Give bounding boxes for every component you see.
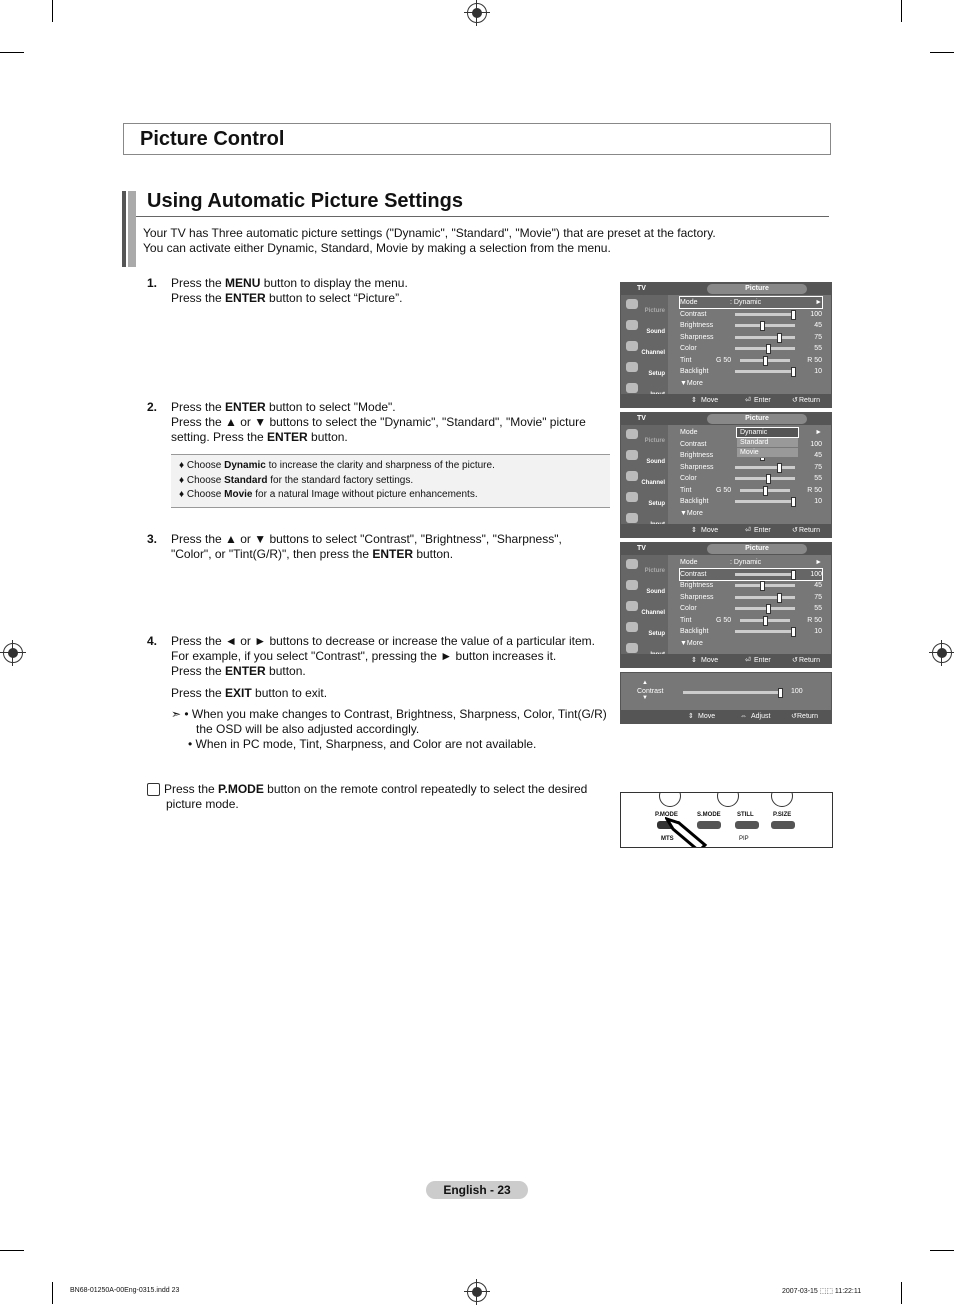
move-icon: ⇕ xyxy=(691,527,697,534)
osd-row-label: Tint xyxy=(680,486,692,494)
osd-row-value: 10 xyxy=(814,368,822,375)
osd-row xyxy=(680,297,822,308)
osd-row-label: Color xyxy=(680,475,697,482)
osd-row-value: R 50 xyxy=(807,616,822,624)
osd-row-value: 10 xyxy=(814,628,822,635)
registration-mark-icon xyxy=(467,3,487,23)
mode-notes-box xyxy=(171,454,610,508)
psize-remote-button xyxy=(771,821,795,829)
osd-row-value: ► xyxy=(815,559,822,566)
intro-line: You can activate either Dynamic, Standard, Movie by making a selection from the menu. xyxy=(143,241,611,255)
up-arrow-icon: ▲ xyxy=(642,680,648,686)
input-icon xyxy=(626,513,638,523)
move-icon: ⇕ xyxy=(691,397,697,404)
osd-sidebar xyxy=(621,295,668,395)
slider-knob xyxy=(763,486,768,496)
osd-row-mid: : Dynamic xyxy=(730,559,762,566)
osd-title: Picture xyxy=(707,414,807,424)
osd-row xyxy=(680,569,822,580)
osd-row-mid: G 50 xyxy=(716,486,732,494)
step-number: 1. xyxy=(147,276,158,290)
picture-menu-osd xyxy=(620,542,832,668)
osd-row-value: 100 xyxy=(810,440,822,448)
subtitle-bar-light xyxy=(128,191,136,267)
osd-row xyxy=(680,626,822,637)
osd-slider xyxy=(735,370,795,373)
osd-row xyxy=(680,615,822,626)
osd-row xyxy=(680,638,822,649)
osd-slider xyxy=(735,500,795,503)
slider-knob xyxy=(763,616,768,626)
osd-row xyxy=(680,592,822,603)
osd-slider xyxy=(735,466,795,469)
osd-row xyxy=(680,332,822,343)
picture-icon xyxy=(626,299,638,309)
osd-side-label: Picture xyxy=(644,308,665,314)
move-label: Move xyxy=(701,527,719,534)
osd-side-label: Sound xyxy=(646,459,665,465)
osd-side-label: Channel xyxy=(641,480,665,486)
step-2-text: Press the ENTER button to select "Mode". Press the ▲ or ▼ buttons to select the "Dynamic", "Standard", "Movie" picture setting. Press the ENTER button. xyxy=(171,400,586,444)
osd-row-label: Sharpness xyxy=(680,463,714,471)
slider-knob xyxy=(777,463,782,473)
osd-row-label: Backlight xyxy=(680,498,709,505)
slider-knob xyxy=(760,581,765,591)
osd-row xyxy=(680,309,822,320)
osd-row-value: 55 xyxy=(814,345,822,352)
osd-row-label: Contrast xyxy=(680,570,707,578)
osd-row-value: ► xyxy=(815,429,822,436)
osd-tv-label: TV xyxy=(637,415,646,422)
osd-row-value: 10 xyxy=(814,498,822,505)
tip-line: the OSD will be also adjusted accordingly. xyxy=(196,722,420,736)
adjust-label: Contrast xyxy=(637,688,664,695)
osd-row-value: 55 xyxy=(814,475,822,482)
adjust-footer xyxy=(621,710,831,723)
note-item: ♦ Choose Standard for the standard factory settings. xyxy=(179,474,414,486)
osd-side-item xyxy=(623,427,667,445)
osd-footer xyxy=(621,654,831,667)
osd-side-label: Sound xyxy=(646,329,665,335)
osd-side-label: Setup xyxy=(648,501,665,507)
osd-side-item xyxy=(623,448,667,466)
slider-knob xyxy=(760,321,765,331)
setup-icon xyxy=(626,362,638,372)
osd-side-label: Picture xyxy=(644,568,665,574)
mode-dropdown xyxy=(735,427,797,458)
mode-option: Standard xyxy=(737,438,798,447)
slider-knob xyxy=(777,593,782,603)
osd-row-value: R 50 xyxy=(807,356,822,364)
osd-row-label: ▼More xyxy=(680,379,703,387)
osd-row xyxy=(680,462,822,473)
mode-option: Movie xyxy=(737,448,798,457)
osd-side-item xyxy=(623,620,667,638)
registration-mark-icon xyxy=(467,1282,487,1302)
subtitle-rule xyxy=(136,216,829,217)
osd-row xyxy=(680,485,822,496)
osd-header xyxy=(621,413,831,425)
osd-row xyxy=(680,343,822,354)
osd-row-label: Mode xyxy=(680,429,698,436)
adjust-slider xyxy=(683,691,781,694)
section-title: Picture Control xyxy=(140,128,285,150)
osd-row-value: 45 xyxy=(814,582,822,589)
osd-row-value: 75 xyxy=(814,333,822,341)
osd-row-value: 100 xyxy=(810,310,822,318)
osd-row-label: Color xyxy=(680,605,697,612)
osd-row-value: R 50 xyxy=(807,486,822,494)
return-icon: ↺ xyxy=(792,657,798,664)
osd-row-mid: G 50 xyxy=(716,616,732,624)
osd-slider xyxy=(735,596,795,599)
picture-menu-osd xyxy=(620,282,832,408)
remote-control-illustration xyxy=(620,792,833,848)
osd-slider xyxy=(735,313,795,316)
subtitle-bar xyxy=(122,191,126,267)
remote-round-button xyxy=(659,792,681,807)
osd-title: Picture xyxy=(707,284,807,294)
osd-side-item xyxy=(623,339,667,357)
enter-label: Enter xyxy=(754,527,771,534)
osd-row-mid: G 50 xyxy=(716,356,732,364)
osd-row xyxy=(680,366,822,377)
osd-row xyxy=(680,473,822,484)
remote-label: PIP xyxy=(739,836,749,842)
step-number: 4. xyxy=(147,634,158,648)
osd-row xyxy=(680,557,822,568)
osd-side-item xyxy=(623,318,667,336)
osd-slider xyxy=(735,573,795,576)
step-number: 3. xyxy=(147,532,158,546)
osd-row-label: ▼More xyxy=(680,639,703,647)
pointing-hand-icon xyxy=(665,817,715,848)
osd-side-item xyxy=(623,557,667,575)
return-icon: ↺ xyxy=(792,397,798,404)
setup-icon xyxy=(626,492,638,502)
osd-row-label: Tint xyxy=(680,616,692,624)
osd-slider xyxy=(735,584,795,587)
osd-sidebar xyxy=(621,555,668,655)
osd-row-value: ► xyxy=(815,299,822,306)
osd-slider xyxy=(740,489,790,492)
osd-row xyxy=(680,355,822,366)
slider-knob xyxy=(766,344,771,354)
slider-knob xyxy=(791,497,796,507)
osd-side-label: Sound xyxy=(646,589,665,595)
osd-slider xyxy=(735,630,795,633)
return-label: Return xyxy=(799,657,821,664)
osd-row xyxy=(680,378,822,389)
osd-slider xyxy=(740,359,790,362)
still-remote-button xyxy=(735,821,759,829)
osd-slider xyxy=(735,607,795,610)
adjust-value: 100 xyxy=(791,688,803,695)
return-label: Return xyxy=(799,397,821,404)
osd-footer xyxy=(621,524,831,537)
osd-row xyxy=(680,508,822,519)
intro-paragraph xyxy=(143,226,833,256)
channel-icon xyxy=(626,471,638,481)
osd-sidebar xyxy=(621,425,668,525)
osd-side-item xyxy=(623,469,667,487)
step-4-text: Press the ◄ or ► buttons to decrease or increase the value of a particular item. For example, if you select "Contrast", pressing the ► button increases it. Press the ENTER button. Press the EXIT button to exit. ➣ • When you make changes to Contrast, Brightness, Sharpness, Color, Tint(G/R) the OSD will be also adjusted accordingly. • When in PC mode, Tint, Sharpness, and Color are not available. xyxy=(171,634,611,752)
slider-knob xyxy=(766,604,771,614)
osd-row-value: 75 xyxy=(814,463,822,471)
sound-icon xyxy=(626,450,638,460)
osd-row-label: Sharpness xyxy=(680,333,714,341)
osd-slider xyxy=(740,619,790,622)
osd-row-label: Mode xyxy=(680,299,698,306)
enter-icon: ⏎ xyxy=(745,527,751,534)
osd-row-label: Contrast xyxy=(680,310,707,318)
osd-footer xyxy=(621,394,831,407)
picture-menu-osd xyxy=(620,412,832,538)
move-label: Move xyxy=(701,657,719,664)
remote-label: P.SIZE xyxy=(773,812,792,818)
move-label: Move xyxy=(698,713,716,720)
osd-title: Picture xyxy=(707,544,807,554)
move-icon: ⇕ xyxy=(691,657,697,664)
osd-row-label: Brightness xyxy=(680,322,714,329)
osd-row xyxy=(680,320,822,331)
note-item: ♦ Choose Dynamic to increase the clarity and sharpness of the picture. xyxy=(179,460,495,471)
osd-row-value: 45 xyxy=(814,322,822,329)
osd-tv-label: TV xyxy=(637,545,646,552)
picture-icon xyxy=(626,429,638,439)
mode-option: Dynamic xyxy=(737,428,798,437)
osd-side-item xyxy=(623,490,667,508)
slider-knob xyxy=(791,367,796,377)
tip-line: ➣ • When you make changes to Contrast, Brightness, Sharpness, Color, Tint(G/R) xyxy=(171,707,607,721)
step-number: 2. xyxy=(147,400,158,414)
adjust-label-foot: Adjust xyxy=(751,713,771,720)
slider-knob xyxy=(778,688,783,698)
tip-line: • When in PC mode, Tint, Sharpness, and Color are not available. xyxy=(188,737,537,751)
osd-row-value: 45 xyxy=(814,452,822,459)
osd-row xyxy=(680,580,822,591)
slider-knob xyxy=(791,627,796,637)
adjust-icon: ⇔ xyxy=(740,713,747,720)
remote-label: P.MODE xyxy=(655,812,678,818)
channel-icon xyxy=(626,601,638,611)
down-arrow-icon: ▼ xyxy=(642,695,648,701)
osd-row xyxy=(680,496,822,507)
osd-slider xyxy=(735,324,795,327)
registration-mark-icon xyxy=(932,643,952,663)
return-label: Return xyxy=(799,527,821,534)
osd-row-label: Sharpness xyxy=(680,593,714,601)
return-icon: ↺ xyxy=(791,713,797,720)
osd-row-label: Brightness xyxy=(680,582,714,589)
page-subtitle: Using Automatic Picture Settings xyxy=(147,190,463,212)
channel-icon xyxy=(626,341,638,351)
note-icon xyxy=(147,783,160,796)
picture-icon xyxy=(626,559,638,569)
move-icon: ⇕ xyxy=(688,713,694,720)
step-3-text: Press the ▲ or ▼ buttons to select "Contrast", "Brightness", "Sharpness", "Color", or "Tint(G/R)", then press the ENTER button. xyxy=(171,532,562,561)
osd-row-label: Color xyxy=(680,345,697,352)
osd-side-label: Channel xyxy=(641,610,665,616)
return-label: Return xyxy=(797,713,819,720)
sound-icon xyxy=(626,580,638,590)
osd-side-item xyxy=(623,578,667,596)
sound-icon xyxy=(626,320,638,330)
osd-side-item xyxy=(623,297,667,315)
osd-row-value: 75 xyxy=(814,593,822,601)
return-icon: ↺ xyxy=(792,527,798,534)
page-number-pill: English - 23 xyxy=(426,1181,528,1199)
osd-row-label: ▼More xyxy=(680,509,703,517)
remote-label: STILL xyxy=(737,812,754,818)
osd-tv-label: TV xyxy=(637,285,646,292)
footer-file: BN68-01250A-00Eng-0315.indd 23 xyxy=(70,1287,180,1294)
remote-label: S.MODE xyxy=(697,812,721,818)
osd-side-item xyxy=(623,360,667,378)
osd-side-label: Picture xyxy=(644,438,665,444)
osd-row xyxy=(680,603,822,614)
enter-label: Enter xyxy=(754,397,771,404)
input-icon xyxy=(626,643,638,653)
pmode-note: Press the P.MODE button on the remote control repeatedly to select the desired picture mode. xyxy=(164,782,588,811)
enter-label: Enter xyxy=(754,657,771,664)
contrast-adjust-osd xyxy=(620,672,832,724)
intro-line: Your TV has Three automatic picture settings ("Dynamic", "Standard", "Movie") that are preset at the factory. xyxy=(143,226,716,240)
enter-icon: ⏎ xyxy=(745,657,751,664)
osd-row-value: 100 xyxy=(810,570,822,578)
osd-header xyxy=(621,543,831,555)
slider-knob xyxy=(763,356,768,366)
registration-mark-icon xyxy=(3,643,23,663)
osd-row-label: Backlight xyxy=(680,628,709,635)
step-1-text: Press the MENU button to display the menu. Press the ENTER button to select “Picture”. xyxy=(171,276,408,305)
osd-row-label: Tint xyxy=(680,356,692,364)
move-label: Move xyxy=(701,397,719,404)
osd-row-label: Brightness xyxy=(680,452,714,459)
remote-label: MTS xyxy=(661,836,674,842)
slider-knob xyxy=(766,474,771,484)
osd-row-mid: : Dynamic xyxy=(730,299,762,306)
osd-row-label: Backlight xyxy=(680,368,709,375)
osd-side-label: Setup xyxy=(648,631,665,637)
osd-row-value: 55 xyxy=(814,605,822,612)
osd-side-label: Setup xyxy=(648,371,665,377)
osd-header xyxy=(621,283,831,295)
osd-row-label: Contrast xyxy=(680,440,707,448)
osd-side-label: Channel xyxy=(641,350,665,356)
osd-side-item xyxy=(623,599,667,617)
input-icon xyxy=(626,383,638,393)
slider-knob xyxy=(791,310,796,320)
slider-knob xyxy=(777,333,782,343)
osd-slider xyxy=(735,477,795,480)
remote-round-button xyxy=(717,792,739,807)
remote-round-button xyxy=(771,792,793,807)
section-header-box xyxy=(123,123,831,155)
osd-slider xyxy=(735,336,795,339)
note-item: ♦ Choose Movie for a natural Image without picture enhancements. xyxy=(179,489,478,500)
footer-timestamp: 2007-03-15 ⬚⬚ 11:22:11 xyxy=(782,1288,862,1295)
setup-icon xyxy=(626,622,638,632)
enter-icon: ⏎ xyxy=(745,397,751,404)
slider-knob xyxy=(791,570,796,580)
osd-slider xyxy=(735,347,795,350)
osd-row-label: Mode xyxy=(680,559,698,566)
